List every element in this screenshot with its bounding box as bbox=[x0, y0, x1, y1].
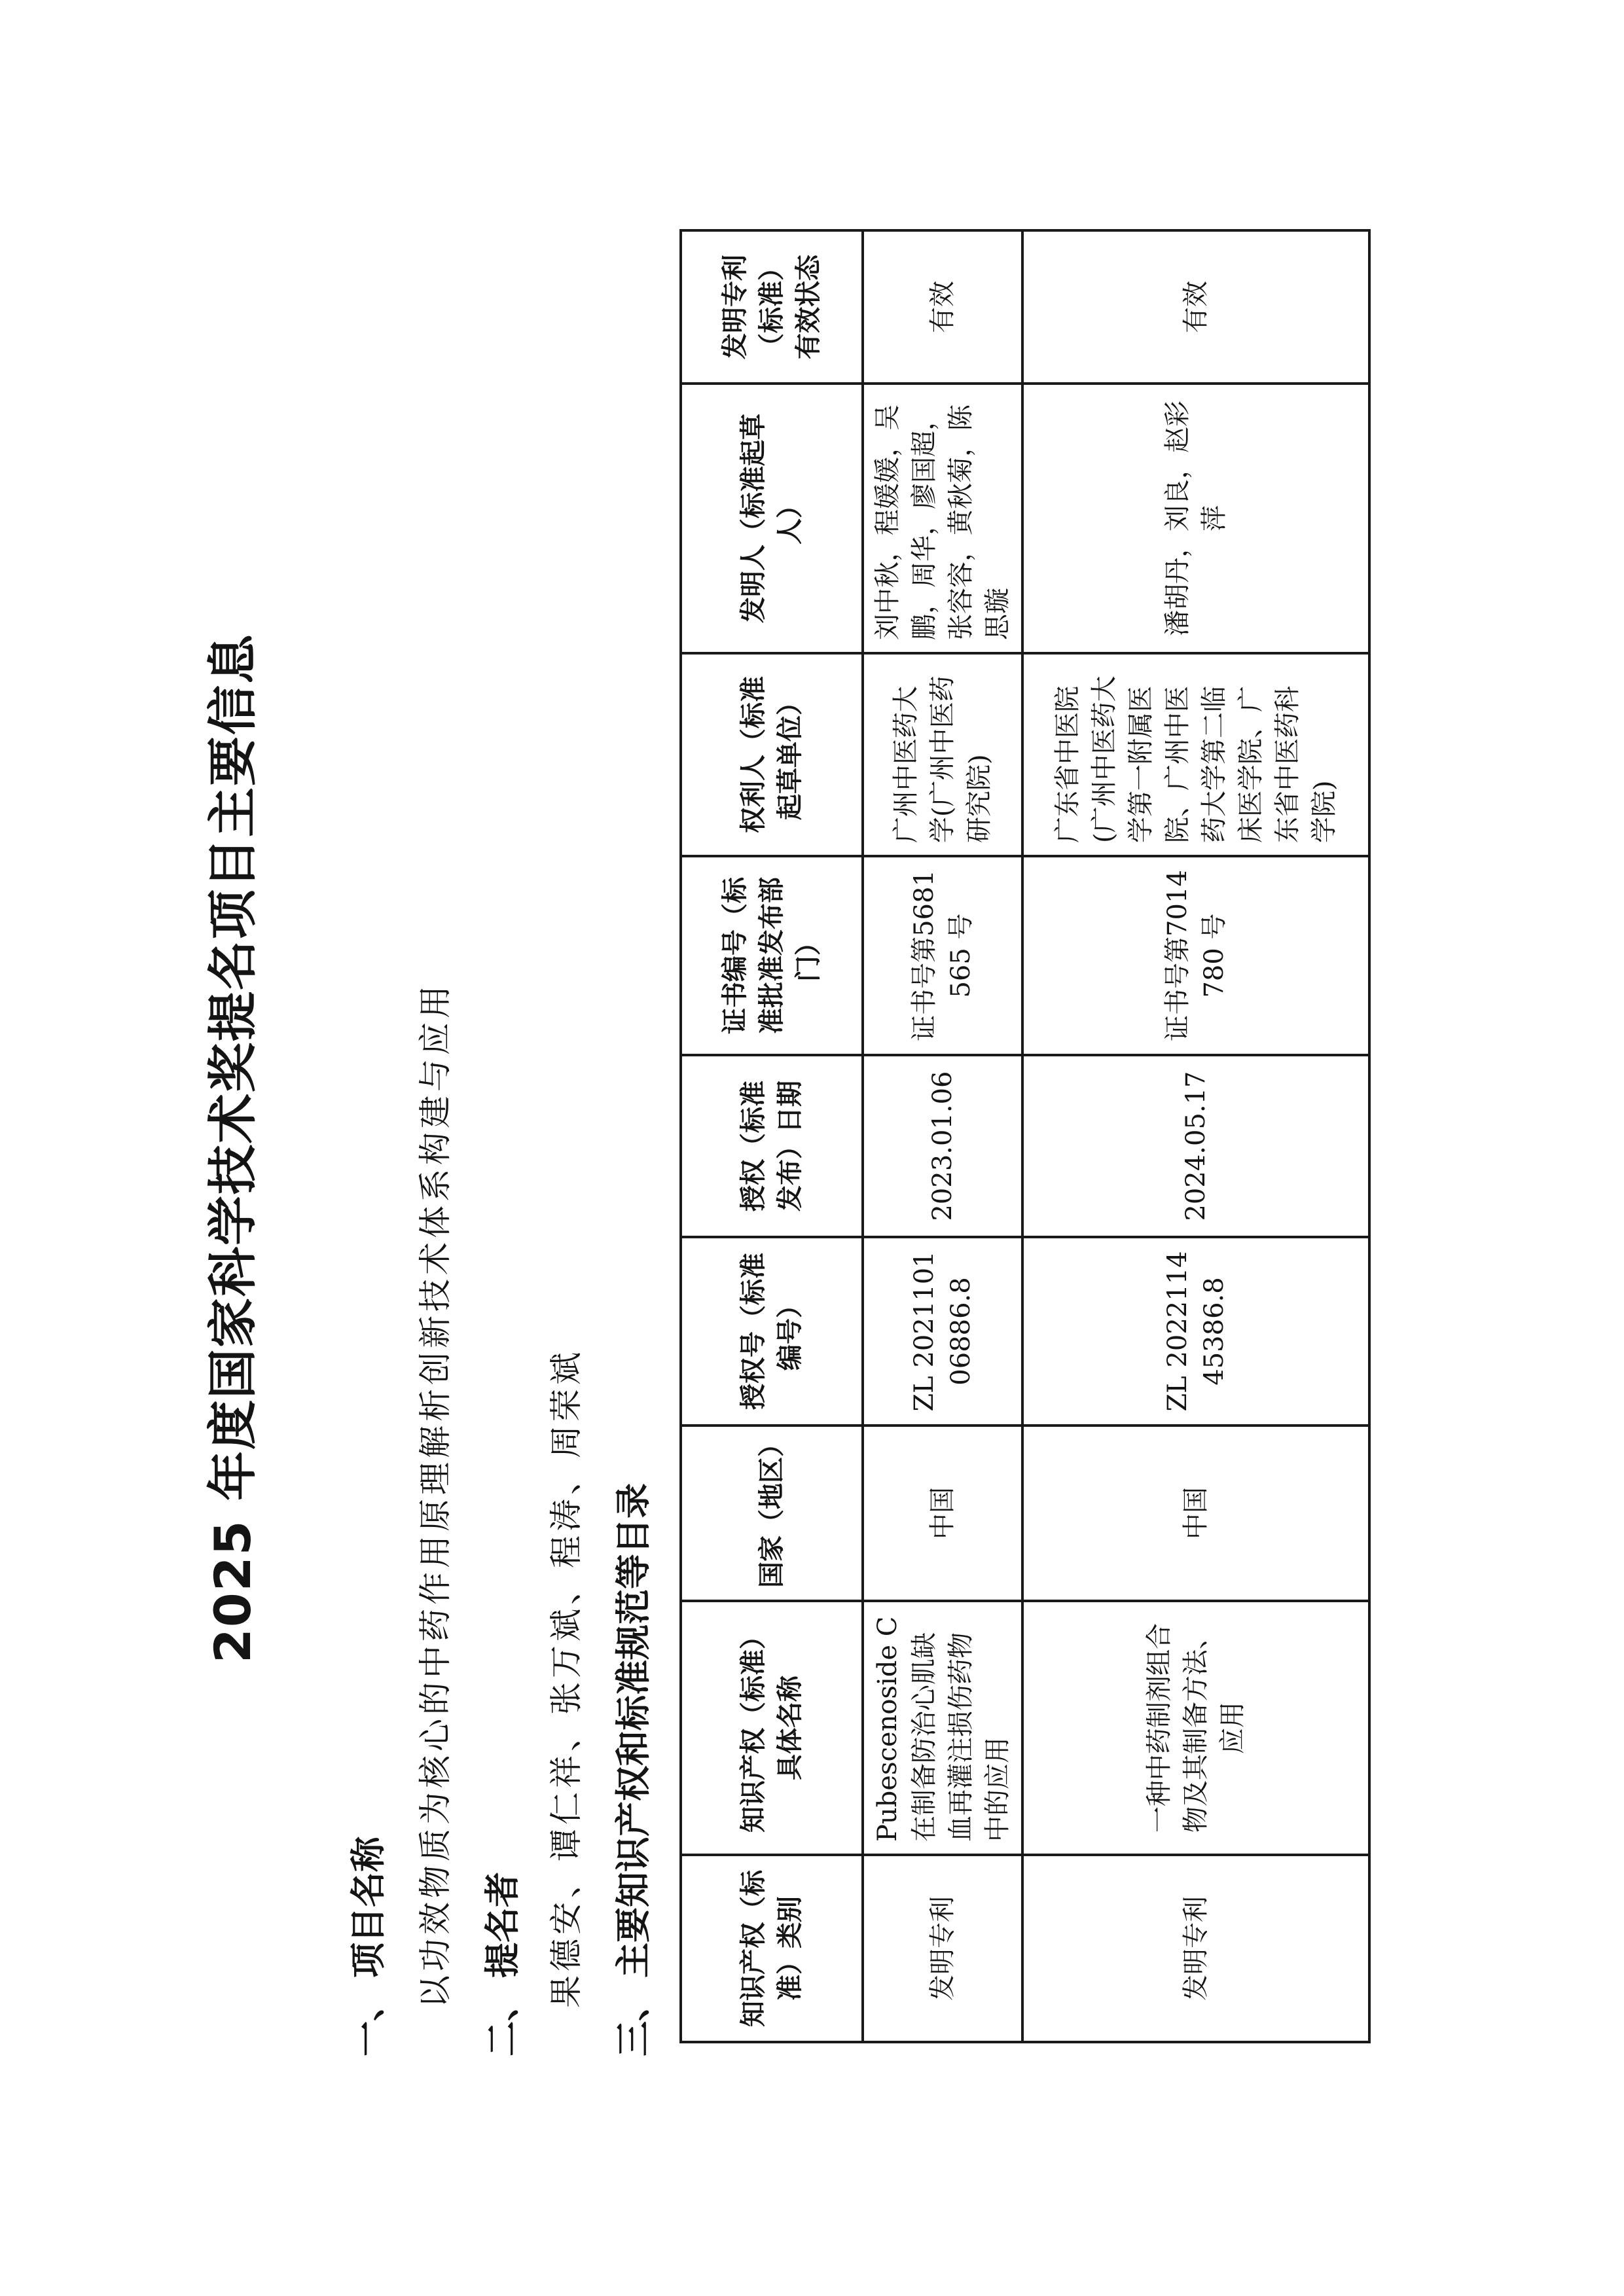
header-owner: 权利人（标准起草单位） bbox=[681, 653, 863, 856]
header-country: 国家（地区） bbox=[681, 1426, 863, 1601]
section-3-number: 三、 bbox=[613, 1986, 654, 2056]
section-3-heading bbox=[605, 1483, 656, 2056]
nominators-text: 果德安、谭仁祥、张万斌、程涛、周荣斌 bbox=[547, 1348, 585, 2008]
header-name: 知识产权（标准）具体名称 bbox=[681, 1601, 863, 1855]
project-name-text: 以功效物质为核心的中药作用原理解析创新技术体系构建与应用 bbox=[416, 982, 454, 2008]
cell-owner: 广州中医药大学(广州中医药研究院) bbox=[863, 653, 1022, 856]
section-3-title: 主要知识产权和标准规范等目录 bbox=[613, 1483, 654, 1978]
cell-grant-date: 2023.01.06 bbox=[863, 1055, 1022, 1237]
ip-table bbox=[679, 229, 1371, 2043]
section-1-title: 项目名称 bbox=[348, 1837, 389, 1978]
section-1-heading bbox=[340, 1837, 391, 2056]
section-1-number: 一、 bbox=[348, 1986, 389, 2056]
cell-inventors: 刘中秋，程媛媛，吴鹏，周华，廖国超，张容容，黄秋菊，陈思璇 bbox=[863, 384, 1022, 653]
cell-name: Pubescenoside C 在制备防治心肌缺血再灌注损伤药物中的应用 bbox=[863, 1601, 1022, 1855]
cell-certificate: 证书号第5681565 号 bbox=[863, 856, 1022, 1055]
table-row bbox=[863, 230, 1022, 2042]
header-inventors: 发明人（标准起草人） bbox=[681, 384, 863, 653]
header-grant-date: 授权（标准发布）日期 bbox=[681, 1055, 863, 1237]
cell-status: 有效 bbox=[863, 230, 1022, 384]
table-header-row bbox=[681, 230, 863, 2042]
section-2-heading bbox=[475, 1872, 525, 2056]
cell-grant-number: ZL 202110106886.8 bbox=[863, 1237, 1022, 1426]
cell-certificate: 证书号第7014780 号 bbox=[1022, 856, 1369, 1055]
cell-grant-number: ZL 202211445386.8 bbox=[1022, 1237, 1369, 1426]
cell-status: 有效 bbox=[1022, 230, 1369, 384]
cell-category: 发明专利 bbox=[863, 1855, 1022, 2042]
cell-owner: 广东省中医院(广州中医药大学第一附属医院、广州中医药大学第二临床医学院、广东省中医药科学院) bbox=[1022, 653, 1369, 856]
cell-name: 一种中药制剂组合物及其制备方法、应用 bbox=[1022, 1601, 1369, 1855]
cell-country: 中国 bbox=[1022, 1426, 1369, 1601]
cell-grant-date: 2024.05.17 bbox=[1022, 1055, 1369, 1237]
cell-category: 发明专利 bbox=[1022, 1855, 1369, 2042]
cell-country: 中国 bbox=[863, 1426, 1022, 1601]
section-2-number: 二、 bbox=[482, 1986, 523, 2056]
table-row bbox=[1022, 230, 1369, 2042]
header-status: 发明专利（标准）有效状态 bbox=[681, 230, 863, 384]
page-title: 2025 年度国家科学技术奖提名项目主要信息 bbox=[204, 633, 262, 1663]
cell-inventors: 潘胡丹，刘良，赵彩萍 bbox=[1022, 384, 1369, 653]
header-category: 知识产权（标准）类别 bbox=[681, 1855, 863, 2042]
header-grant-number: 授权号（标准编号） bbox=[681, 1237, 863, 1426]
header-certificate: 证书编号（标准批准发布部门） bbox=[681, 856, 863, 1055]
section-2-title: 提名者 bbox=[482, 1872, 523, 1978]
